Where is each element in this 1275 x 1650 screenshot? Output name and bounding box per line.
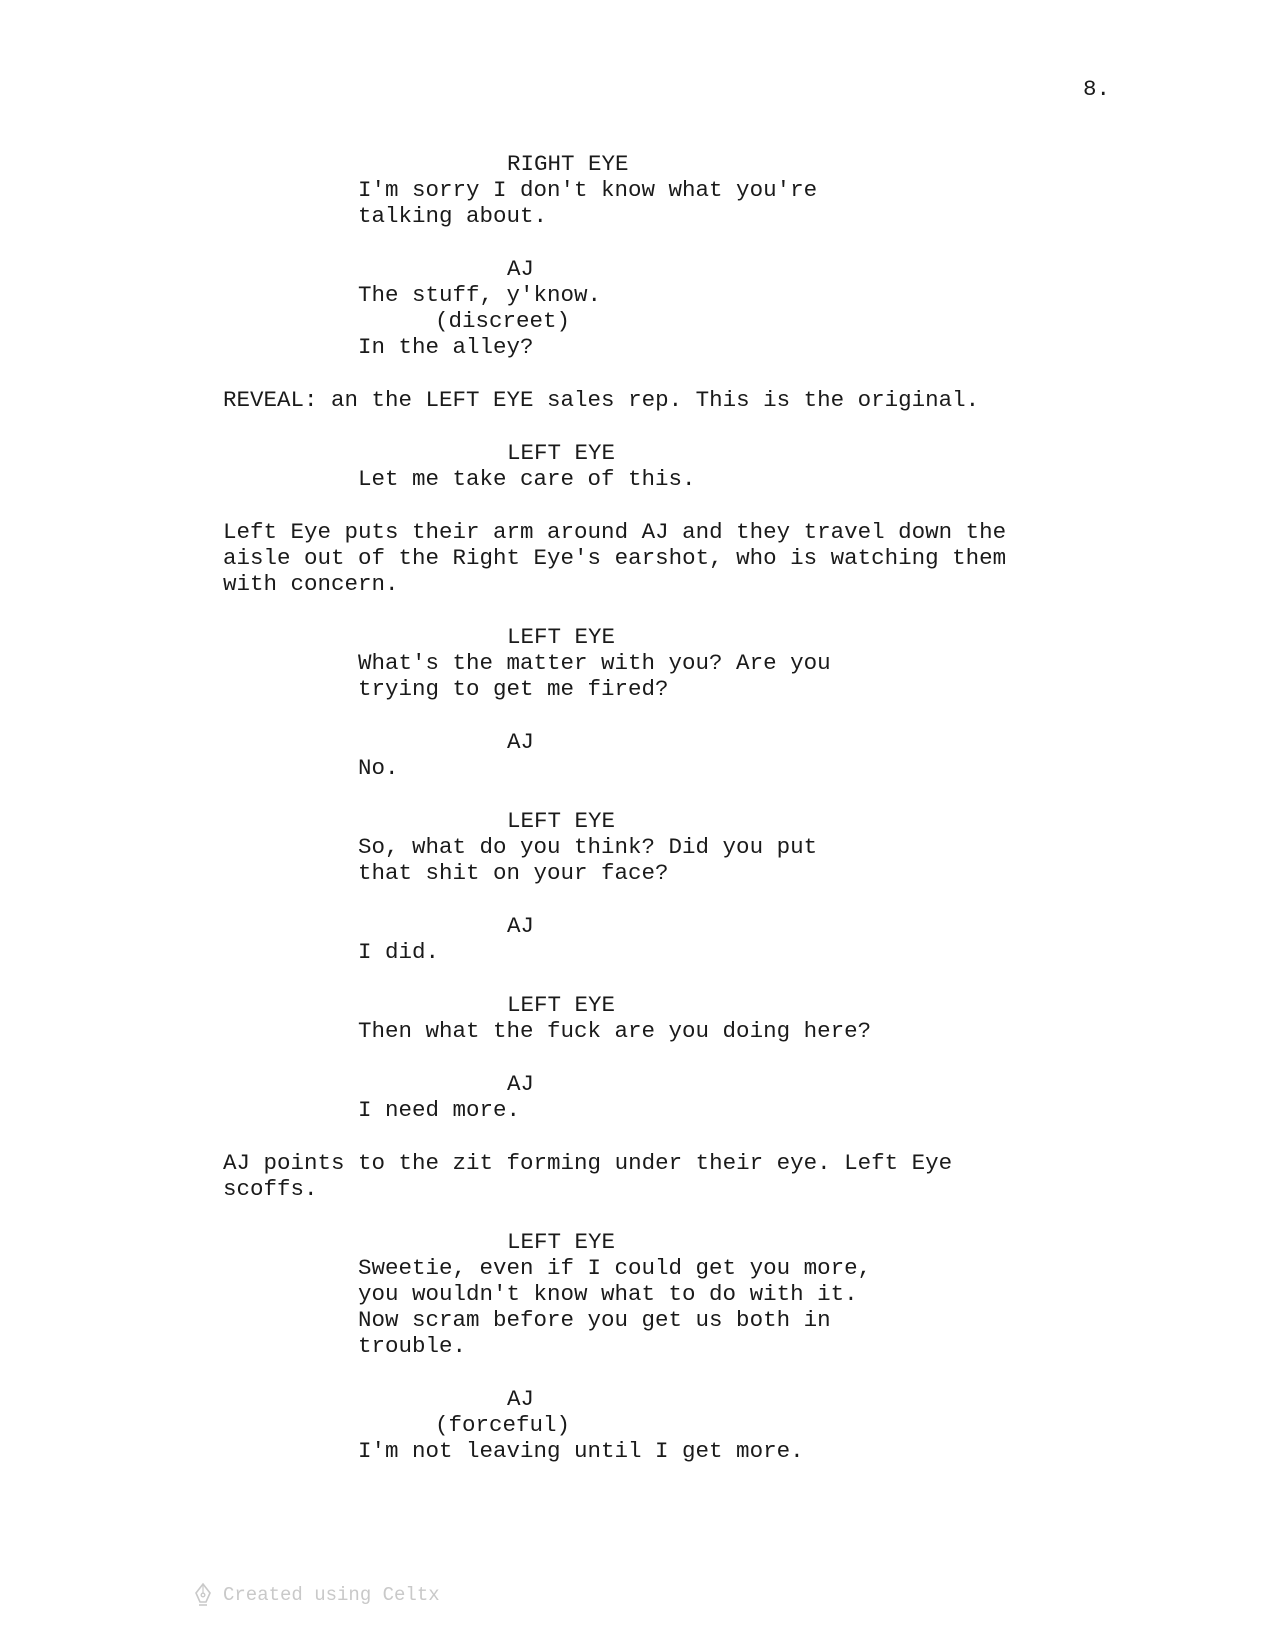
dialogue-line: What's the matter with you? Are you [358, 650, 831, 676]
character-cue: LEFT EYE [507, 1229, 616, 1255]
character-cue: LEFT EYE [507, 992, 616, 1018]
dialogue-line: I need more. [358, 1097, 521, 1123]
action-line: with concern. [223, 571, 399, 597]
dialogue-line: I'm sorry I don't know what you're [358, 177, 818, 203]
character-cue: AJ [507, 1071, 535, 1097]
action-line: REVEAL: an the LEFT EYE sales rep. This is the original. [223, 387, 980, 413]
action-line: scoffs. [223, 1176, 318, 1202]
dialogue-line: In the alley? [358, 334, 534, 360]
parenthetical: (discreet) [435, 308, 571, 334]
dialogue-line: Then what the fuck are you doing here? [358, 1018, 872, 1044]
dialogue-line: Sweetie, even if I could get you more, [358, 1255, 872, 1281]
character-cue: AJ [507, 256, 535, 282]
footer-watermark [193, 1582, 440, 1608]
dialogue-line: trying to get me fired? [358, 676, 669, 702]
character-cue: LEFT EYE [507, 808, 616, 834]
footer-text: Created using Celtx [223, 1584, 440, 1606]
dialogue-line: that shit on your face? [358, 860, 669, 886]
dialogue-line: I'm not leaving until I get more. [358, 1438, 804, 1464]
action-line: Left Eye puts their arm around AJ and they travel down the [223, 519, 1007, 545]
page-number: 8. [1083, 76, 1111, 102]
dialogue-line: you wouldn't know what to do with it. [358, 1281, 858, 1307]
character-cue: AJ [507, 1386, 535, 1412]
dialogue-line: No. [358, 755, 399, 781]
parenthetical: (forceful) [435, 1412, 571, 1438]
dialogue-line: trouble. [358, 1333, 467, 1359]
dialogue-line: So, what do you think? Did you put [358, 834, 818, 860]
action-line: AJ points to the zit forming under their eye. Left Eye [223, 1150, 953, 1176]
character-cue: RIGHT EYE [507, 151, 629, 177]
action-line: aisle out of the Right Eye's earshot, who is watching them [223, 545, 1007, 571]
character-cue: AJ [507, 729, 535, 755]
character-cue: LEFT EYE [507, 624, 616, 650]
dialogue-line: Now scram before you get us both in [358, 1307, 831, 1333]
character-cue: LEFT EYE [507, 440, 616, 466]
character-cue: AJ [507, 913, 535, 939]
dialogue-line: Let me take care of this. [358, 466, 696, 492]
pen-nib-icon [193, 1582, 213, 1608]
dialogue-line: talking about. [358, 203, 548, 229]
dialogue-line: I did. [358, 939, 440, 965]
dialogue-line: The stuff, y'know. [358, 282, 602, 308]
